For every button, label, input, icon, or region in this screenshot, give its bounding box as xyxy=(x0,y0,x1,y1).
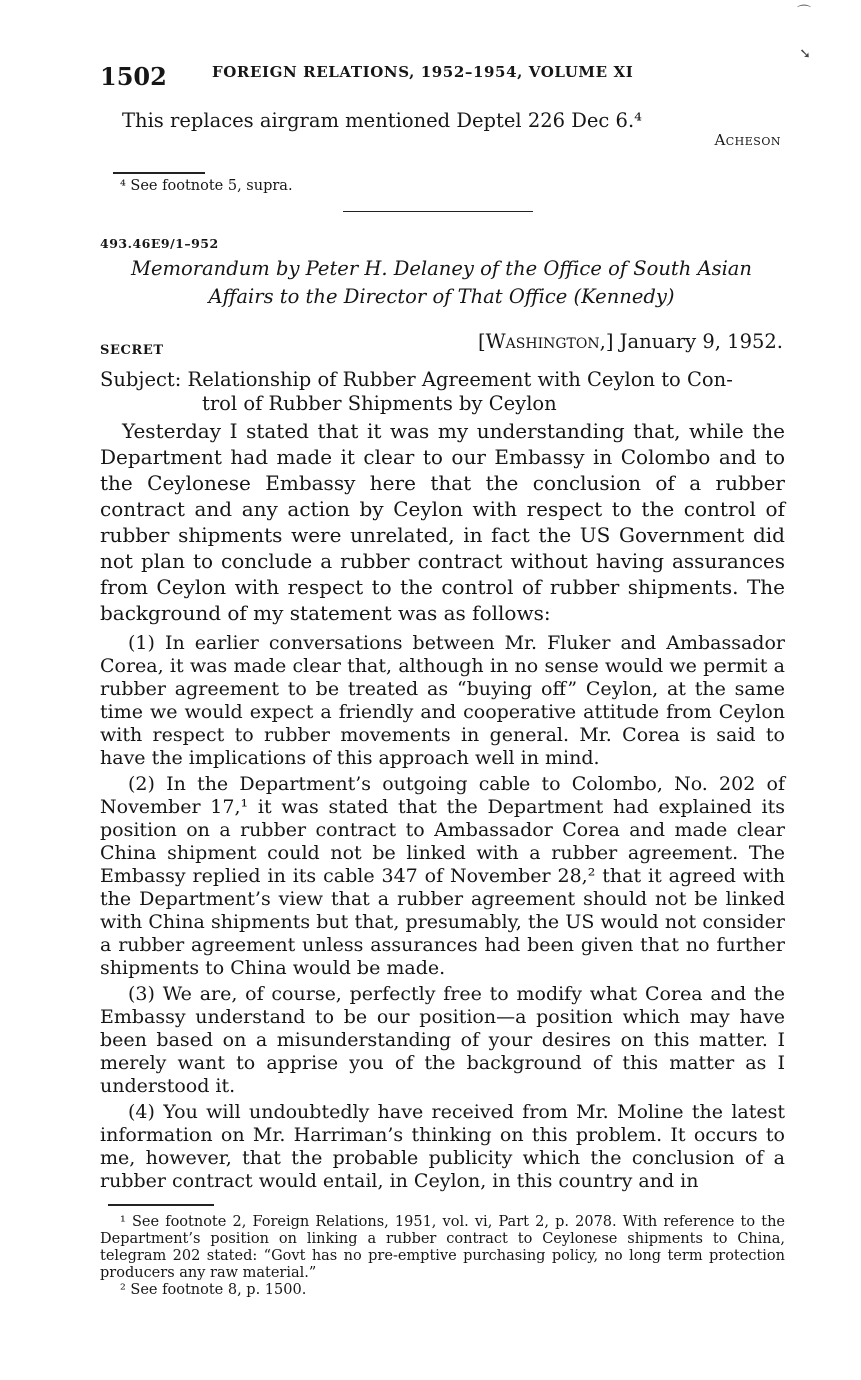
footnote-2: ² See footnote 8, p. 1500. xyxy=(120,1282,307,1298)
footnote-1: ¹ See footnote 2, Foreign Relations, 1951, vol. vi, Part 2, p. 2078. With reference to the Department’s position on linking a rubber contract to Ceylonese shipments to China, telegram 202 stated: “Govt has no pre-emptive purchasing policy, no long term protection producers any raw material.” xyxy=(100,1214,785,1281)
signature: Acheson xyxy=(714,131,781,149)
scan-mark: ⌒ xyxy=(797,5,811,21)
memo-title xyxy=(100,255,783,311)
subject xyxy=(100,368,785,416)
intro-paragraph: Yesterday I stated that it was my understanding that, while the Department had made it clear to our Embassy in Colombo and to the Ceylonese Embassy here that the conclusion of a rubber contract and any action by Ceylon with respect to the control of rubber shipments were unrelated, in fact the US Government did not plan to conclude a rubber contract without having assurances from Ceylon with respect to the control of rubber shipments. The background of my statement was as follows: xyxy=(100,419,785,625)
footnote-4: ⁴ See footnote 5, supra. xyxy=(120,178,293,194)
footnote-rule xyxy=(113,172,205,174)
place: [Washington,] xyxy=(478,330,614,353)
scan-mark: ➘ xyxy=(799,46,811,62)
point-4: (4) You will undoubtedly have received from Mr. Moline the latest information on Mr. Harriman’s thinking on this problem. It occurs to me, however, that the probable publicity which the conclusion of a rubber contract would entail, in Ceylon, in this country and in xyxy=(100,1101,785,1192)
subject-label: Subject: xyxy=(100,368,182,391)
date: January 9, 1952. xyxy=(619,330,783,353)
dateline xyxy=(478,330,783,353)
footnotes xyxy=(100,1214,785,1299)
memo-title-line1: Memorandum by Peter H. Delaney of the Office of South Asian xyxy=(130,257,752,280)
point-3: (3) We are, of course, perfectly free to modify what Corea and the Embassy understand to be our position—a position which may have been based on a misunderstanding of your desires on this matter. I merely want to apprise you of the background of this matter as I understood it. xyxy=(100,983,785,1097)
memo-title-line2: Affairs to the Director of That Office (Kennedy) xyxy=(208,285,675,308)
document-id: 493.46E9/1–952 xyxy=(100,236,219,251)
closing-line: This replaces airgram mentioned Deptel 226 Dec 6.⁴ xyxy=(122,109,642,132)
classification: SECRET xyxy=(100,343,164,358)
subject-line1: Relationship of Rubber Agreement with Ceylon to Con- xyxy=(187,368,733,391)
subject-line2: trol of Rubber Shipments by Ceylon xyxy=(202,392,557,415)
running-title: FOREIGN RELATIONS, 1952–1954, VOLUME XI xyxy=(212,63,634,81)
numbered-points xyxy=(100,632,785,1196)
footnote-rule xyxy=(108,1204,214,1206)
point-2: (2) In the Department’s outgoing cable to Colombo, No. 202 of November 17,¹ it was stated that the Department had explained its position on a rubber contract to Ambassador Corea and made clear China shipment could not be linked with a rubber agreement. The Embassy replied in its cable 347 of November 28,² that it agreed with the Department’s view that a rubber agreement should not be linked with China shipments but that, presumably, the US would not consider a rubber agreement unless assurances had been given that no further shipments to China would be made. xyxy=(100,773,785,979)
section-divider xyxy=(343,211,533,212)
page-number: 1502 xyxy=(100,62,167,91)
point-1: (1) In earlier conversations between Mr. Fluker and Ambassador Corea, it was made clear that, although in no sense would we permit a rubber agreement to be treated as “buying off” Ceylon, at the same time we would expect a friendly and cooperative attitude from Ceylon with respect to rubber movements in general. Mr. Corea is said to have the implications of this approach well in mind. xyxy=(100,632,785,769)
